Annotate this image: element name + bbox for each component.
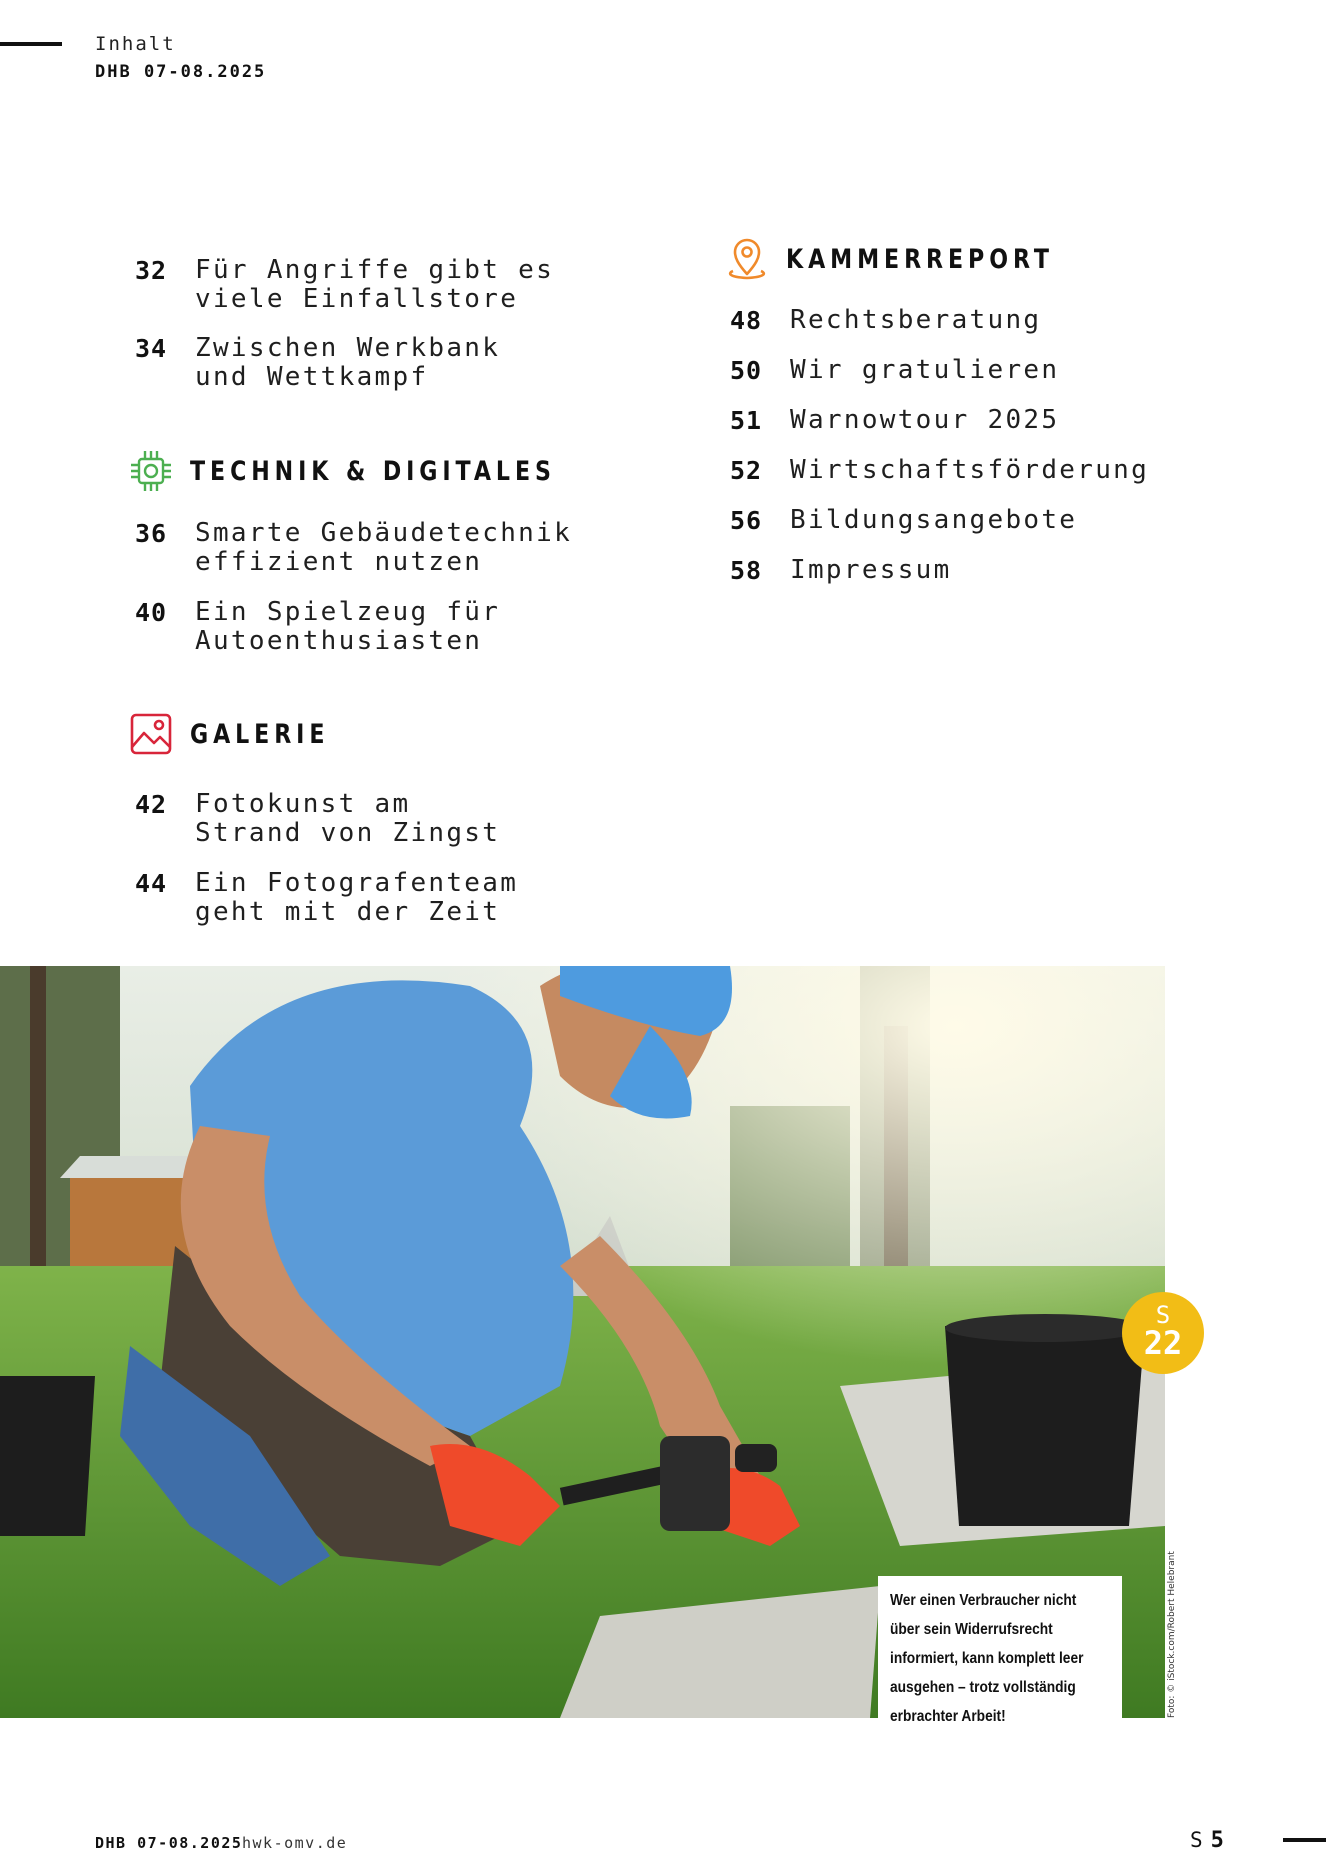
page-number: 51 (730, 406, 763, 435)
toc-entry[interactable] (135, 790, 500, 848)
page-number: 52 (730, 456, 763, 485)
article-title: Impressum (790, 555, 952, 585)
photo-caption (878, 1576, 1122, 1725)
toc-entry[interactable] (135, 256, 554, 314)
toc-entry[interactable] (730, 506, 1077, 535)
article-title: Wir gratulieren (790, 355, 1060, 385)
issue-label: DHB 07-08.2025 (95, 62, 267, 82)
badge-prefix: S (1155, 1301, 1171, 1329)
page-number: 58 (730, 556, 763, 585)
page-number: 34 (135, 334, 168, 363)
section-title: KAMMERREPORT (786, 243, 1054, 275)
section-heading-technik (128, 448, 636, 494)
article-title: Ein Fotografenteam geht mit der Zeit (195, 868, 519, 927)
photo-credit: Foto: © iStock.com/Robert Helebrant (1167, 1551, 1177, 1718)
page-prefix: S (1190, 1828, 1203, 1852)
article-title: Smarte Gebäudetechnik effizient nutzen (195, 518, 573, 577)
page-number: 56 (730, 506, 763, 535)
page-number: 50 (730, 356, 763, 385)
footer-issue: DHB 07-08.2025 (95, 1834, 243, 1852)
toc-entry[interactable] (730, 456, 1149, 485)
page-value: 5 (1210, 1828, 1224, 1853)
section-heading-galerie (128, 711, 360, 757)
footer-url[interactable]: hwk-omv.de (242, 1834, 348, 1852)
toc-entry[interactable] (135, 869, 518, 927)
page-number: 36 (135, 519, 168, 548)
toc-entry[interactable] (730, 356, 1059, 385)
article-title: Warnowtour 2025 (790, 405, 1060, 435)
caption-text: Wer einen Verbraucher nicht über sein Widerrufsrecht informiert, kann komplett leer ausgehen – trotz vollständig erbrachter Arbeit! (890, 1592, 1084, 1725)
page-number-footer (1190, 1828, 1224, 1853)
location-pin-icon (724, 236, 770, 282)
section-heading-kammerreport (724, 236, 1113, 282)
toc-entry[interactable] (135, 519, 572, 577)
section-label: Inhalt (95, 33, 176, 55)
article-title: Bildungsangebote (790, 505, 1078, 535)
article-title: Fotokunst am Strand von Zingst (195, 789, 501, 848)
page-number: 44 (135, 869, 168, 898)
toc-entry[interactable] (135, 334, 500, 392)
page-number: 32 (135, 256, 168, 285)
article-title: Rechtsberatung (790, 305, 1042, 335)
page-reference-badge[interactable] (1122, 1292, 1204, 1374)
article-title: Wirtschaftsförderung (790, 455, 1150, 485)
section-title: TECHNIK & DIGITALES (190, 455, 556, 487)
page-number: 40 (135, 598, 168, 627)
chip-icon (128, 448, 174, 494)
bottom-rule (1283, 1838, 1326, 1842)
badge-page: 22 (1143, 1324, 1183, 1362)
toc-entry[interactable] (730, 406, 1059, 435)
article-title: Zwischen Werkbank und Wettkampf (195, 333, 501, 392)
toc-entry[interactable] (730, 556, 952, 585)
toc-entry[interactable] (730, 306, 1041, 335)
page-number: 42 (135, 790, 168, 819)
section-title: GALERIE (190, 718, 330, 750)
image-icon (128, 711, 174, 757)
article-title: Für Angriffe gibt es viele Einfallstore (195, 255, 555, 314)
toc-entry[interactable] (135, 598, 500, 656)
article-title: Ein Spielzeug für Autoenthusiasten (195, 597, 501, 656)
top-rule (0, 42, 62, 46)
page-number: 48 (730, 306, 763, 335)
